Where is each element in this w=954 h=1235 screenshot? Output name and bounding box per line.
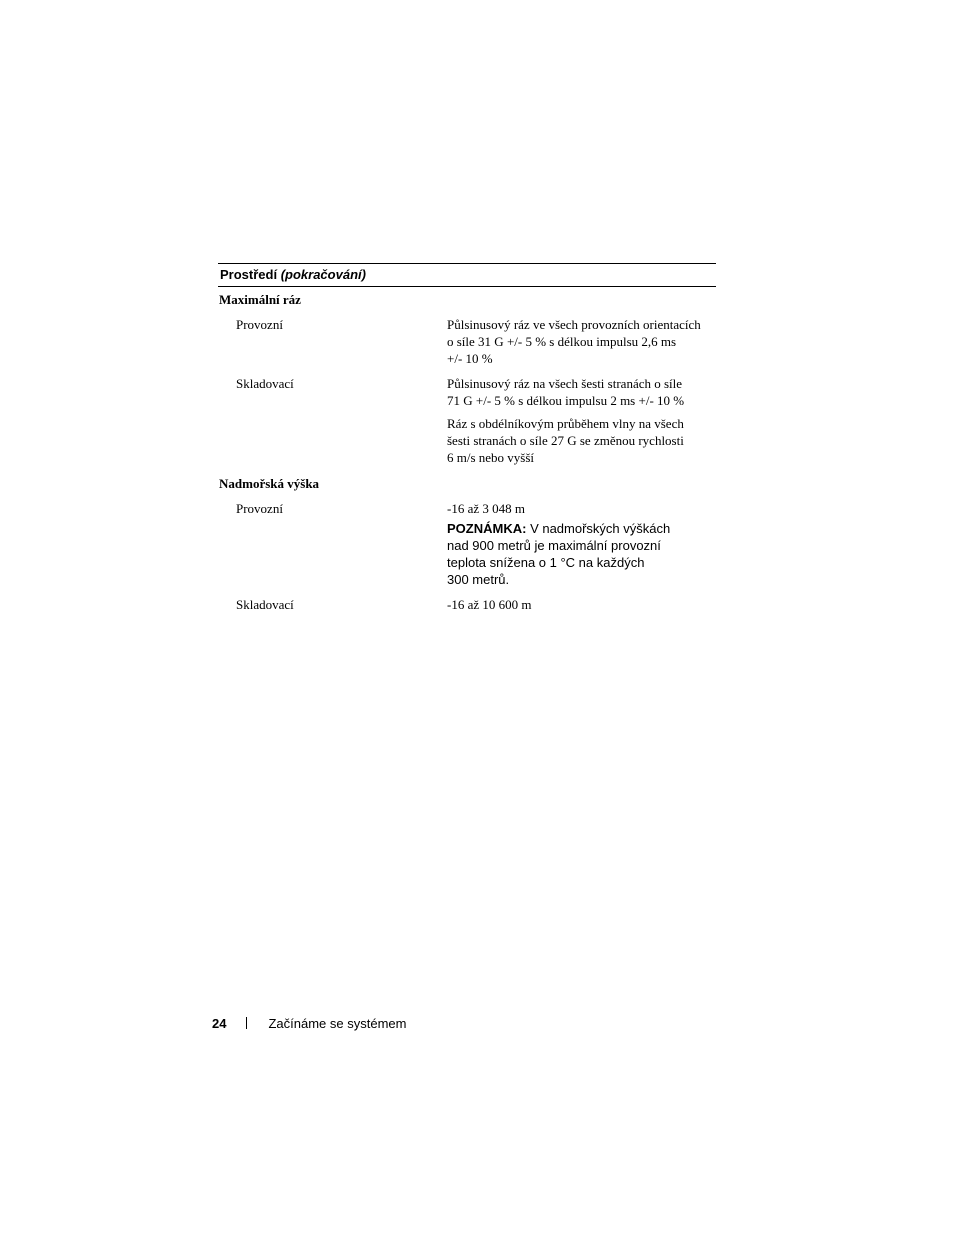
row-value-operating-shock <box>447 316 717 367</box>
value-line: -16 až 3 048 m <box>447 501 525 516</box>
value-line: +/- 10 % <box>447 351 493 366</box>
table-header-title: Prostředí <box>220 267 278 282</box>
value-line: šesti stranách o síle 27 G se změnou rychlosti <box>447 433 684 448</box>
note-line: nad 900 metrů je maximální provozní <box>447 538 661 553</box>
section-title-max-shock: Maximální ráz <box>219 292 301 307</box>
altitude-note <box>447 520 717 588</box>
note-line: teplota snížena o 1 °C na každých <box>447 555 645 570</box>
value-line: Půlsinusový ráz na všech šesti stranách o síle <box>447 376 683 391</box>
row-value-storage-altitude <box>447 596 717 613</box>
footer-separator <box>246 1017 247 1029</box>
value-line: -16 až 10 600 m <box>447 597 532 612</box>
row-label-operating: Provozní <box>236 501 283 516</box>
row-label-storage: Skladovací <box>236 376 294 391</box>
value-line: 71 G +/- 5 % s délkou impulsu 2 ms +/- 10 % <box>447 393 685 408</box>
note-line: 300 metrů. <box>447 572 510 587</box>
value-line: Ráz s obdélníkovým průběhem vlny na všech <box>447 416 684 431</box>
value-line: 6 m/s nebo vyšší <box>447 450 535 465</box>
row-label-storage: Skladovací <box>236 597 294 612</box>
table-header <box>218 263 716 287</box>
note-label: POZNÁMKA: <box>447 521 527 536</box>
row-value-storage-shock <box>447 375 717 409</box>
note-line <box>447 520 717 537</box>
page-number: 24 <box>212 1016 227 1031</box>
section-title-altitude: Nadmořská výška <box>219 476 320 491</box>
row-value-storage-shock-extra <box>447 415 717 466</box>
value-line: o síle 31 G +/- 5 % s délkou impulsu 2,6 ms <box>447 334 677 349</box>
environment-table <box>218 263 716 287</box>
note-text: V nadmořských výškách <box>530 521 671 536</box>
row-value-operating-altitude <box>447 500 717 517</box>
footer-title: Začínáme se systémem <box>268 1016 407 1031</box>
row-label-operating: Provozní <box>236 317 283 332</box>
page-footer <box>212 1015 406 1032</box>
table-header-continued: (pokračování) <box>280 267 366 282</box>
value-line: Půlsinusový ráz ve všech provozních orientacích <box>447 317 701 332</box>
